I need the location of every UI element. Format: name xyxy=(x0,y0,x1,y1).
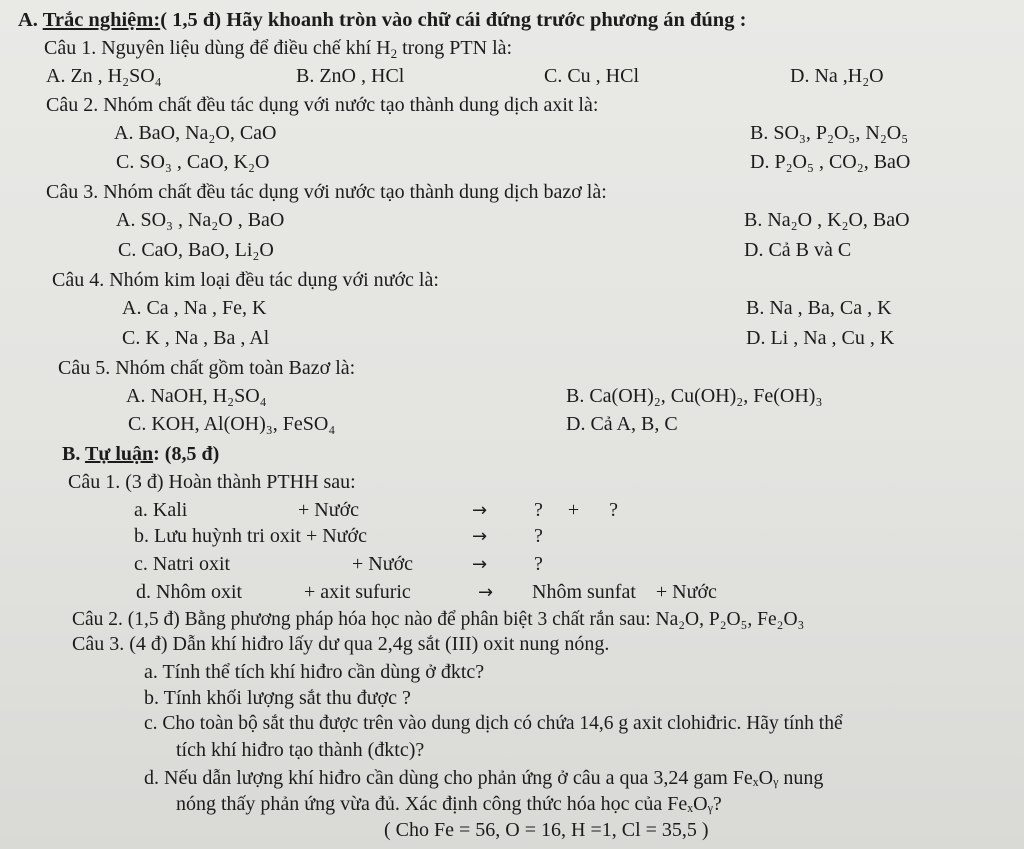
arrow-icon: → xyxy=(472,554,488,575)
q1-sub: 2 xyxy=(390,46,398,61)
part-a-heading xyxy=(18,8,746,32)
part-b-points: : (8,5 đ) xyxy=(153,443,220,465)
reaction-a-mid: + Nước xyxy=(298,499,360,521)
arrow-icon: → xyxy=(472,500,488,521)
essay-q3-a: a. Tính thể tích khí hiđro cần dùng ở đktc? xyxy=(144,661,485,683)
part-a-title: Trắc nghiệm: xyxy=(42,9,161,31)
essay-q2-stem: Câu 2. (1,5 đ) Bằng phương pháp hóa học nào để phân biệt 3 chất rắn sau: Na₂O, P₂O₅, Fe₂O₃ xyxy=(72,609,805,630)
q3-option-b[interactable]: B. Na₂O , K₂O, BaO xyxy=(744,209,910,231)
part-a-label: A. xyxy=(18,9,38,31)
q4-option-a[interactable]: A. Ca , Na , Fe, K xyxy=(122,297,267,319)
q2-option-b[interactable]: B. SO₃, P₂O₅, N₂O₅ xyxy=(750,122,909,144)
reaction-d-mid: + axit sufuric xyxy=(304,581,411,603)
q1-option-d[interactable]: D. Na ,H₂O xyxy=(790,65,884,87)
reaction-a-left: a. Kali xyxy=(134,499,188,521)
constants-note: ( Cho Fe = 56, O = 16, H =1, Cl = 35,5 ) xyxy=(384,819,709,841)
reaction-b-right: ? xyxy=(534,525,543,547)
q4-stem: Câu 4. Nhóm kim loại đều tác dụng với nước là: xyxy=(52,269,439,291)
essay-q1-stem: Câu 1. (3 đ) Hoàn thành PTHH sau: xyxy=(68,471,356,493)
essay-q3-stem: Câu 3. (4 đ) Dẫn khí hiđro lấy dư qua 2,4g sắt (III) oxit nung nóng. xyxy=(72,633,610,655)
reaction-d-left: d. Nhôm oxit xyxy=(136,581,243,603)
part-b-title: Tự luận xyxy=(84,443,154,465)
essay-q3-c-line1: c. Cho toàn bộ sắt thu được trên vào dung dịch có chứa 14,6 g axit clohiđric. Hãy tính thể xyxy=(144,713,843,734)
q1-option-b[interactable]: B. ZnO , HCl xyxy=(296,65,405,87)
q4-option-b[interactable]: B. Na , Ba, Ca , K xyxy=(746,297,892,319)
part-b-heading xyxy=(62,442,219,466)
q2-option-a[interactable]: A. BaO, Na₂O, CaO xyxy=(114,122,277,144)
q4-option-c[interactable]: C. K , Na , Ba , Al xyxy=(122,327,270,349)
q5-option-c[interactable]: C. KOH, Al(OH)₃, FeSO₄ xyxy=(128,413,336,435)
q3-option-d[interactable]: D. Cả B và C xyxy=(744,239,852,261)
reaction-c-right: ? xyxy=(534,553,543,575)
part-a-instruction: ( 1,5 đ) Hãy khoanh tròn vào chữ cái đứng trước phương án đúng : xyxy=(160,9,747,31)
reaction-a-right: ? + ? xyxy=(534,499,619,521)
essay-q3-c-line2: tích khí hiđro tạo thành (đktc)? xyxy=(176,739,425,761)
reaction-d-right: Nhôm sunfat + Nước xyxy=(532,581,717,603)
q3-option-a[interactable]: A. SO₃ , Na₂O , BaO xyxy=(116,209,285,231)
q5-option-b[interactable]: B. Ca(OH)₂, Cu(OH)₂, Fe(OH)₃ xyxy=(566,385,823,407)
q5-option-d[interactable]: D. Cả A, B, C xyxy=(566,413,678,435)
q5-option-a[interactable]: A. NaOH, H₂SO₄ xyxy=(126,385,267,407)
q1-tail: trong PTN là: xyxy=(397,37,513,59)
arrow-icon: → xyxy=(472,526,488,547)
essay-q3-d-line1: d. Nếu dẫn lượng khí hiđro cần dùng cho phản ứng ở câu a qua 3,24 gam FeₓOᵧ nung xyxy=(144,767,824,789)
q2-option-c[interactable]: C. SO₃ , CaO, K₂O xyxy=(116,151,270,173)
part-b-label: B. xyxy=(62,443,81,465)
q1-text: Câu 1. Nguyên liệu dùng để điều chế khí H xyxy=(44,37,391,59)
reaction-b-left: b. Lưu huỳnh tri oxit + Nước xyxy=(134,525,367,547)
q4-option-d[interactable]: D. Li , Na , Cu , K xyxy=(746,327,895,349)
q1-stem xyxy=(44,36,512,60)
essay-q3-d-line2: nóng thấy phản ứng vừa đủ. Xác định công thức hóa học của FeₓOᵧ? xyxy=(176,793,722,815)
q2-option-d[interactable]: D. P₂O₅ , CO₂, BaO xyxy=(750,151,911,173)
reaction-c-left: c. Natri oxit xyxy=(134,553,231,575)
essay-q3-b: b. Tính khối lượng sắt thu được ? xyxy=(144,687,411,709)
q3-stem: Câu 3. Nhóm chất đều tác dụng với nước tạo thành dung dịch bazơ là: xyxy=(46,181,607,203)
q3-option-c[interactable]: C. CaO, BaO, Li₂O xyxy=(118,239,274,261)
q2-stem: Câu 2. Nhóm chất đều tác dụng với nước tạo thành dung dịch axit là: xyxy=(46,94,599,116)
q1-option-a[interactable]: A. Zn , H₂SO₄ xyxy=(46,65,162,87)
q5-stem: Câu 5. Nhóm chất gồm toàn Bazơ là: xyxy=(58,357,356,379)
arrow-icon: → xyxy=(478,582,494,603)
reaction-c-mid: + Nước xyxy=(352,553,414,575)
q1-option-c[interactable]: C. Cu , HCl xyxy=(544,65,640,87)
